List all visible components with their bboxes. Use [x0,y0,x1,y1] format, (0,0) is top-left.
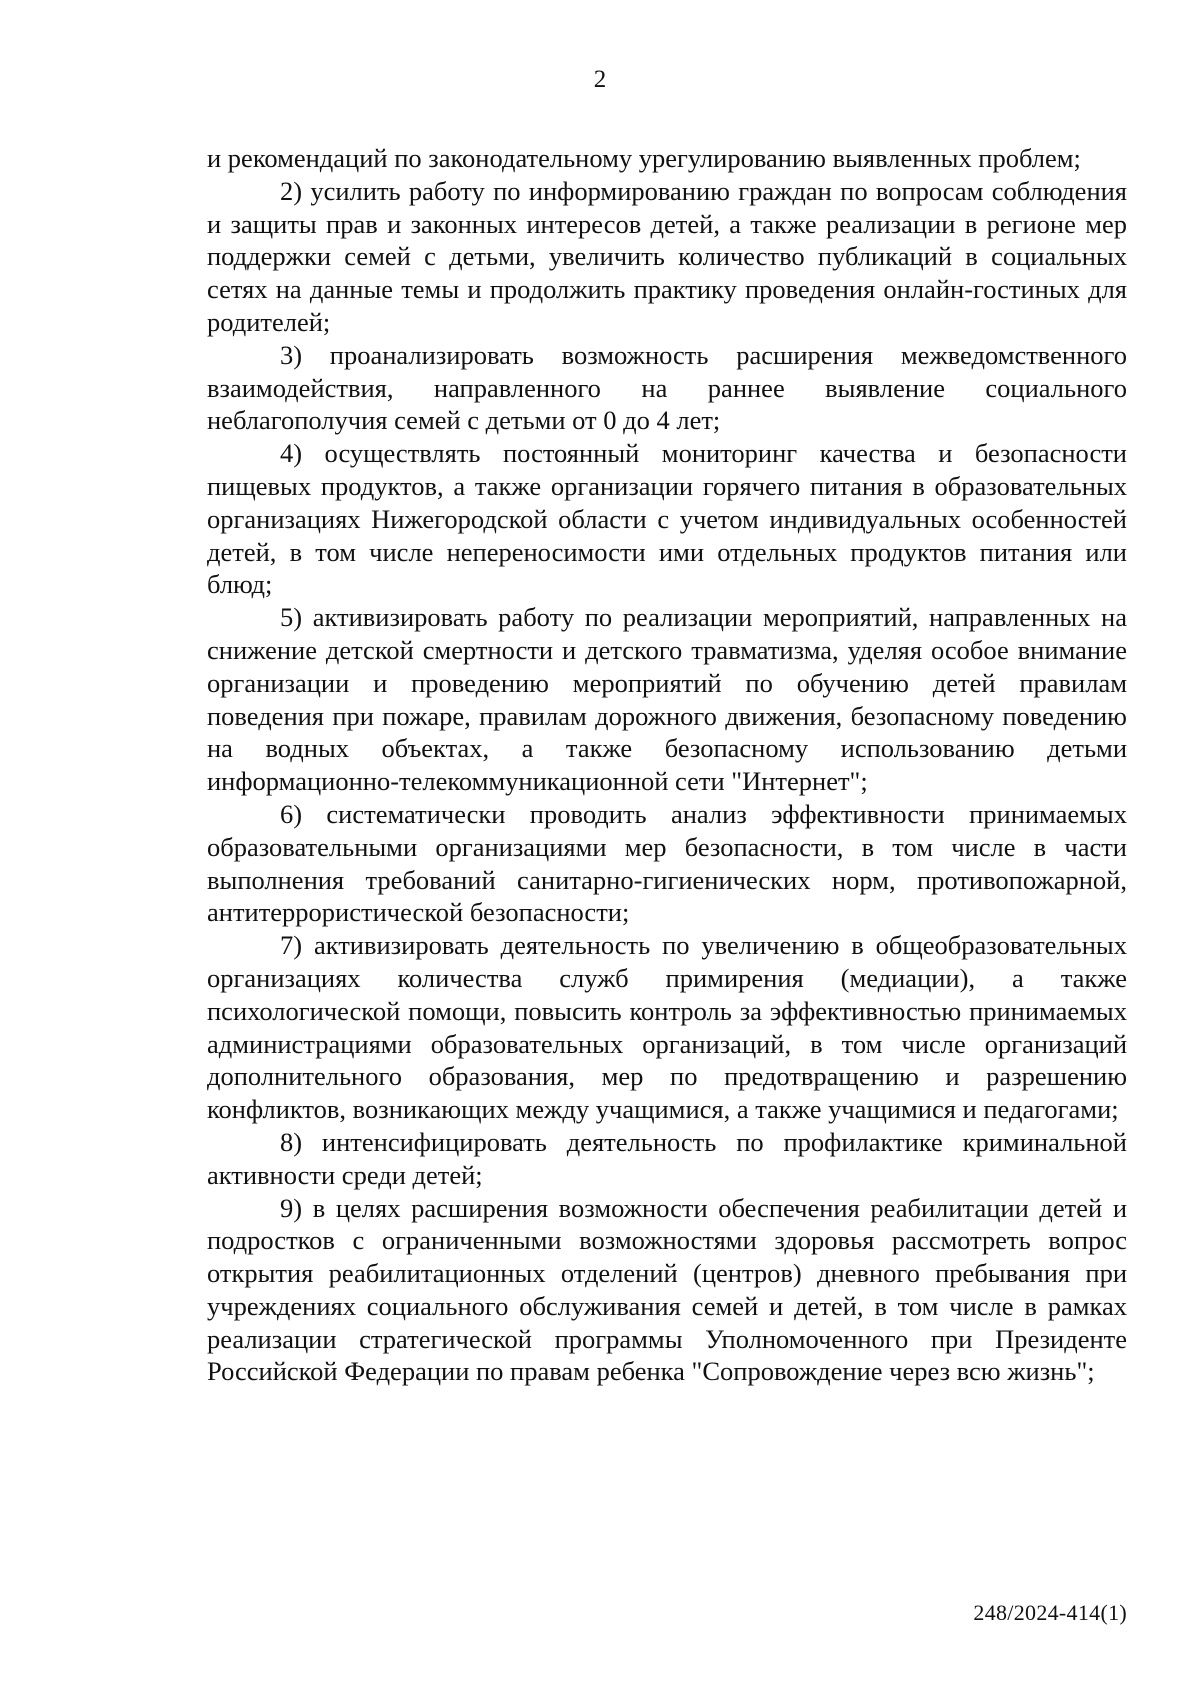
document-body [207,142,1127,1388]
document-registration-number: 248/2024-414(1) [973,1600,1127,1625]
paragraph-continuation: и рекомендаций по законодательному урегулированию выявленных проблем; [207,143,1081,173]
paragraph-item-5: 5) активизировать работу по реализации мероприятий, направленных на снижение детской смертности и детского травматизма, уделяя особое внимание организации и проведению мероприятий по обучению детей правилам поведения при пожаре, правилам дорожного движения, безопасному поведению на водных объектах, а также безопасному использованию детьми информационно-телекоммуникационной сети "Интернет"; [207,602,1127,797]
paragraph-item-4: 4) осуществлять постоянный мониторинг качества и безопасности пищевых продуктов, а также организации горячего питания в образовательных организациях Нижегородской области с учетом индивидуальных особенностей детей, в том числе непереносимости ими отдельных продуктов питания или блюд; [207,438,1127,600]
page-number: 2 [593,66,607,93]
paragraph-item-8: 8) интенсифицировать деятельность по профилактике криминальной активности среди детей; [207,1126,1127,1190]
paragraph-item-3: 3) проанализировать возможность расширения межведомственного взаимодействия, направленного на раннее выявление социального неблагополучия семей с детьми от 0 до 4 лет; [207,339,1127,436]
paragraph-item-2: 2) усилить работу по информированию граждан по вопросам соблюдения и защиты прав и законных интересов детей, а также реализации в регионе мер поддержки семей с детьми, увеличить количество публикаций в социальных сетях на данные темы и продолжить практику проведения онлайн-гостиных для родителей; [207,175,1127,337]
paragraph-item-7: 7) активизировать деятельность по увеличению в общеобразовательных организациях количества служб примирения (медиации), а также психологической помощи, повысить контроль за эффективностью принимаемых администрациями образовательных организаций, в том числе организаций дополнительного образования, мер по предотвращению и разрешению конфликтов, возникающих между учащимися, а также учащимися и педагогами; [207,930,1127,1125]
paragraph-item-6: 6) систематически проводить анализ эффективности принимаемых образовательными организациями мер безопасности, в том числе в части выполнения требований санитарно-гигиенических норм, противопожарной, антитеррористической безопасности; [207,798,1127,928]
paragraph-item-9: 9) в целях расширения возможности обеспечения реабилитации детей и подростков с ограниченными возможностями здоровья рассмотреть вопрос открытия реабилитационных отделений (центров) дневного пребывания при учреждениях социального обслуживания семей и детей, в том числе в рамках реализации стратегической программы Уполномоченного при Президенте Российской Федерации по правам ребенка "Сопровождение через всю жизнь"; [207,1192,1127,1387]
